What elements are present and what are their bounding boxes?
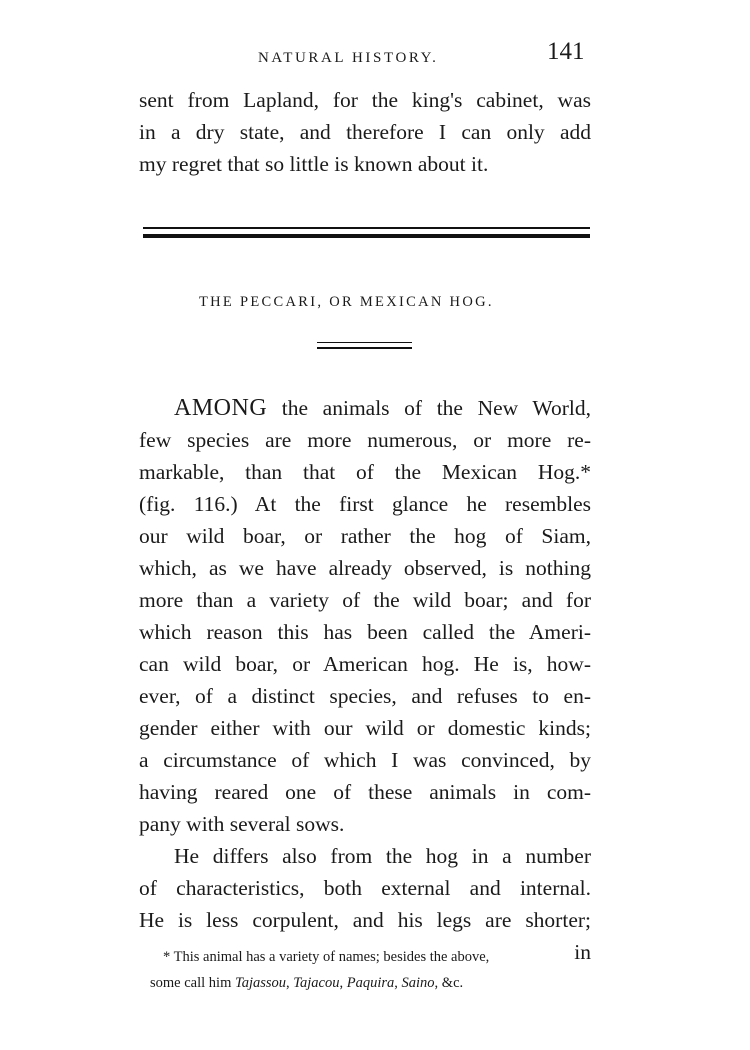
opening-word: AMONG: [174, 395, 268, 421]
title-rule-bottom: [317, 347, 412, 349]
text-line: a circumstance of which I was convinced, by: [139, 748, 591, 772]
footnotes: [150, 944, 590, 996]
intro-text: [139, 84, 591, 180]
text-line: He differs also from the hog in a number: [174, 844, 591, 868]
text-line: He is less corpulent, and his legs are shorter;: [139, 908, 591, 932]
footnote-line: * This animal has a variety of names; besides the above,: [163, 949, 490, 965]
first-line-rest: the animals of the New World,: [267, 396, 591, 420]
text-line: can wild boar, or American hog. He is, how-: [139, 652, 591, 676]
text-line: my regret that so little is known about it.: [139, 152, 489, 176]
text-line: which, as we have already observed, is nothing: [139, 556, 591, 580]
section-divider-thick: [143, 234, 590, 238]
footnote-line: [150, 970, 590, 996]
running-head: NATURAL HISTORY.: [258, 50, 439, 66]
text-line: which reason this has been called the Ameri-: [139, 620, 591, 644]
footnote-prefix: some call him: [150, 975, 235, 991]
footnote-name: Tajassou: [234, 975, 287, 991]
text-line: (fig. 116.) At the first glance he resembles: [139, 492, 591, 516]
text-line: gender either with our wild or domestic kinds;: [139, 716, 591, 740]
text-line: few species are more numerous, or more re-: [139, 428, 591, 452]
catchword: in: [574, 940, 591, 964]
footnote-name: Tajacou: [293, 975, 340, 991]
section-title: THE PECCARI, OR MEXICAN HOG.: [199, 294, 494, 310]
footnote-separator: ,: [286, 975, 294, 991]
text-line: of characteristics, both external and internal.: [139, 876, 591, 900]
text-line: in a dry state, and therefore I can only add: [139, 120, 591, 144]
text-line: pany with several sows.: [139, 812, 345, 836]
footnote-name: Paquira: [346, 975, 395, 991]
footnote-separator: ,: [339, 975, 347, 991]
page-number: 141: [547, 38, 585, 65]
title-rule-top: [317, 342, 412, 343]
text-line: more than a variety of the wild boar; and for: [139, 588, 591, 612]
text-line: ever, of a distinct species, and refuses to en-: [139, 684, 591, 708]
footnote-separator: ,: [394, 975, 402, 991]
text-line: markable, than that of the Mexican Hog.*: [139, 460, 591, 484]
section-divider-thin: [143, 227, 590, 229]
main-text: [139, 392, 591, 968]
text-line: our wild boar, or rather the hog of Siam,: [139, 524, 591, 548]
footnote-name: Saino: [401, 975, 435, 991]
text-line: sent from Lapland, for the king's cabinet, was: [139, 88, 591, 112]
text-line: having reared one of these animals in com-: [139, 780, 591, 804]
text-line-first: [139, 392, 591, 424]
footnote-suffix: , &c.: [434, 975, 464, 991]
